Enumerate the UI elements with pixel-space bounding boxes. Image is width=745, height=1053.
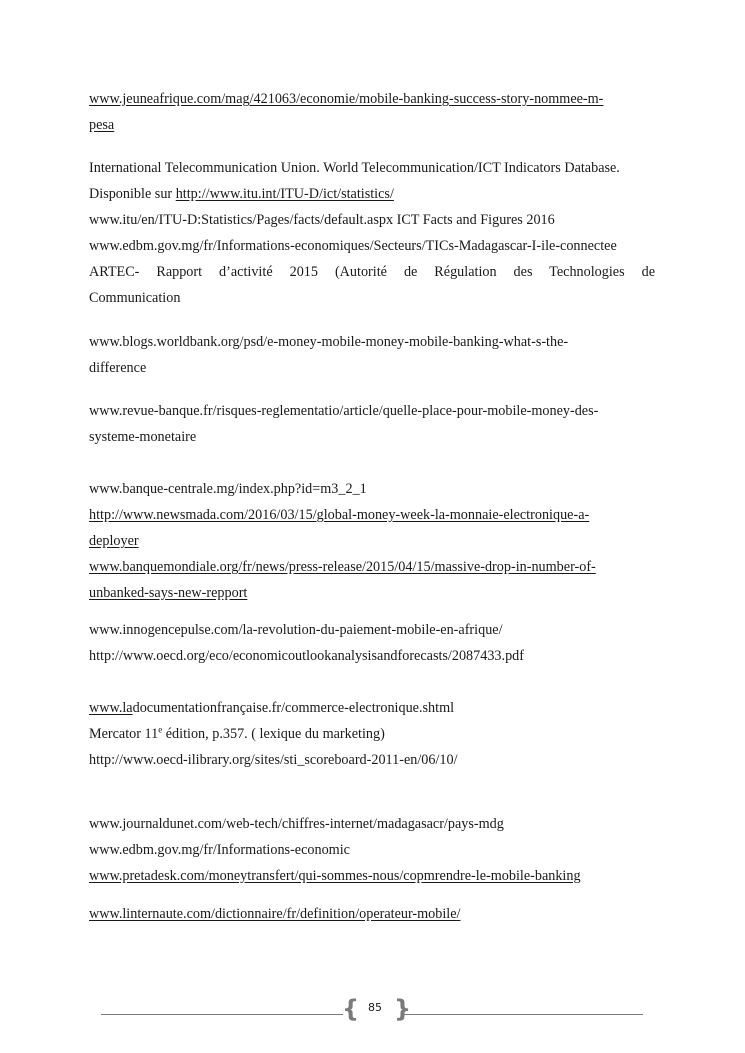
reference-documentation-francaise-rest: documentationfrançaise.fr/commerce-electronique.shtml <box>132 700 455 716</box>
reference-documentation-francaise <box>89 699 655 717</box>
reference-itu-prefix: Disponible sur <box>89 186 176 202</box>
reference-link-la[interactable]: www.la <box>89 700 133 716</box>
reference-revue-banque: www.revue-banque.fr/risques-reglementatio/article/quelle-place-pour-mobile-money-des- <box>89 403 599 419</box>
reference-mercator-superscript: e <box>158 724 163 735</box>
reference-link-jeuneafrique[interactable]: www.jeuneafrique.com/mag/421063/economie/mobile-banking-success-story-nommee-m- <box>89 91 604 107</box>
reference-link-banquemondiale[interactable]: www.banquemondiale.org/fr/news/press-release/2015/04/15/massive-drop-in-number-of- <box>89 559 596 575</box>
reference-banque-centrale: www.banque-centrale.mg/index.php?id=m3_2_1 <box>89 481 367 497</box>
reference-edbm-tics: www.edbm.gov.mg/fr/Informations-economiques/Secteurs/TICs-Madagascar-I-ile-connectee <box>89 238 617 254</box>
reference-innogencepulse: www.innogencepulse.com/la-revolution-du-paiement-mobile-en-afrique/ <box>89 622 503 638</box>
reference-revue-banque-cont: systeme-monetaire <box>89 429 197 445</box>
reference-link-pretadesk[interactable]: www.pretadesk.com/moneytransfert/qui-sommes-nous/copmrendre-le-mobile-banking <box>89 868 581 884</box>
reference-worldbank-blog-cont: difference <box>89 360 147 376</box>
reference-itu-facts: www.itu/en/ITU-D:Statistics/Pages/facts/default.aspx ICT Facts and Figures 2016 <box>89 212 555 228</box>
footer-rule-left <box>101 1014 343 1015</box>
reference-itu: International Telecommunication Union. World Telecommunication/ICT Indicators Database. <box>89 160 620 176</box>
reference-oecd-pdf: http://www.oecd.org/eco/economicoutlookanalysisandforecasts/2087433.pdf <box>89 648 524 664</box>
reference-link-newsmada-cont[interactable]: deployer <box>89 533 139 549</box>
reference-link-itu[interactable]: http://www.itu.int/ITU-D/ict/statistics/ <box>175 186 394 202</box>
footer-brace-left: { <box>342 995 360 1023</box>
reference-edbm-economic: www.edbm.gov.mg/fr/Informations-economic <box>89 842 350 858</box>
footer-brace-right: } <box>394 995 412 1023</box>
reference-artec: ARTEC- Rapport d’activité 2015 (Autorité de Régulation des Technologies de <box>89 264 655 280</box>
reference-mercator-details: édition, p.357. ( lexique du marketing) <box>162 726 385 742</box>
reference-journaldunet: www.journaldunet.com/web-tech/chiffres-internet/madagasacr/pays-mdg <box>89 816 504 832</box>
reference-link-banquemondiale-cont[interactable]: unbanked-says-new-repport <box>89 585 248 601</box>
reference-worldbank-blog: www.blogs.worldbank.org/psd/e-money-mobile-money-mobile-banking-what-s-the- <box>89 334 569 350</box>
reference-artec-cont: Communication <box>89 290 181 306</box>
reference-link-linternaute[interactable]: www.linternaute.com/dictionnaire/fr/definition/operateur-mobile/ <box>89 906 461 922</box>
reference-itu-availability <box>89 185 655 203</box>
reference-mercator <box>89 725 655 743</box>
reference-mercator-title: Mercator 11 <box>89 726 159 742</box>
reference-oecd-ilibrary: http://www.oecd-ilibrary.org/sites/sti_scoreboard-2011-en/06/10/ <box>89 752 458 768</box>
reference-link-jeuneafrique-cont[interactable]: pesa <box>89 117 115 133</box>
reference-link-newsmada[interactable]: http://www.newsmada.com/2016/03/15/global-money-week-la-monnaie-electronique-a- <box>89 507 590 523</box>
page-number: 85 <box>368 1001 382 1014</box>
footer-rule-right <box>402 1014 643 1015</box>
